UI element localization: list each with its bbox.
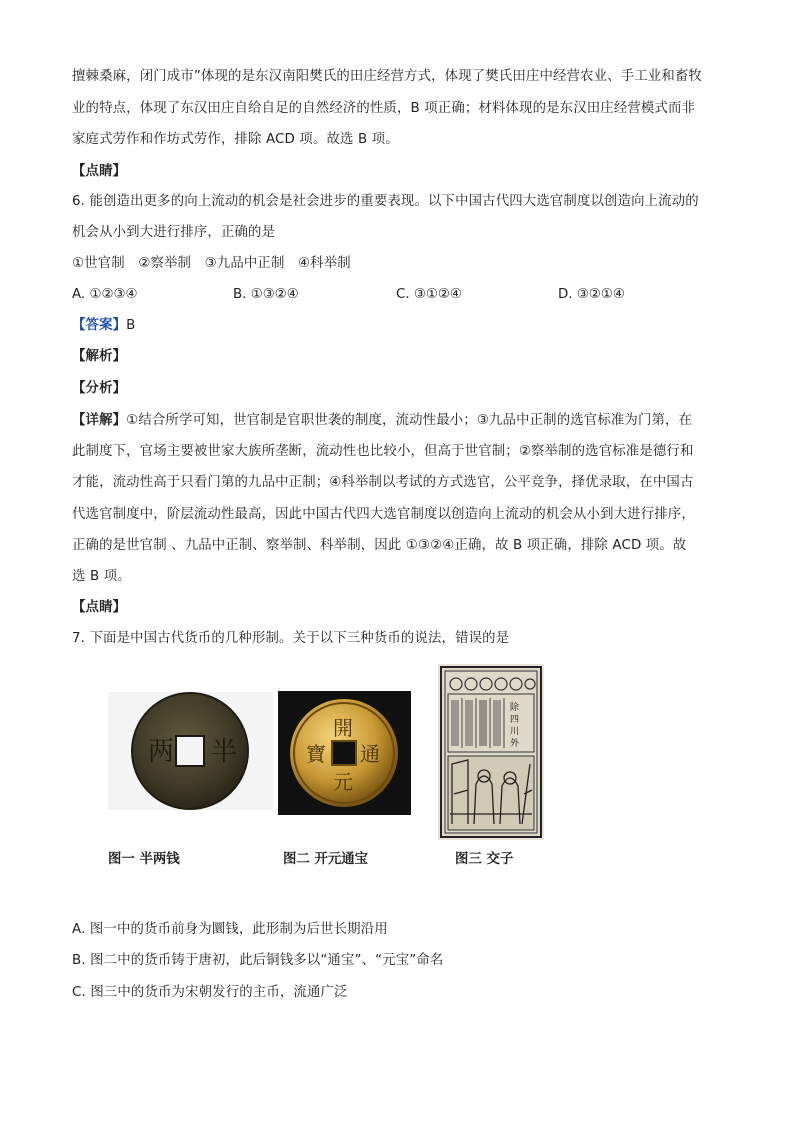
dianjing-label: 【点睛】 [72, 600, 127, 615]
answer-value: B [126, 318, 136, 333]
note-glyph: 四 [510, 715, 520, 725]
answer-label: 【答案】 [72, 318, 127, 333]
q6-stem-line: 机会从小到大进行排序，正确的是 [72, 225, 276, 240]
xiangjie-line: 才能，流动性高于只看门第的九品中正制；④科举制以考试的方式选官，公平竞争，择优录取，在中国古 [72, 475, 694, 490]
xiangjie-label: 【详解】 [72, 413, 127, 428]
q6-option-b: B. ①③②④ [233, 287, 299, 302]
coin-glyph: 通 [360, 742, 380, 766]
figure-caption: 图一 半两钱 [108, 852, 180, 867]
jiaozi-note-image [438, 664, 544, 840]
figure-caption: 图二 开元通宝 [283, 852, 369, 867]
coin-glyph: 半 [211, 737, 238, 767]
q6-option-a: A. ①②③④ [72, 287, 138, 302]
answer-row [72, 317, 136, 335]
note-glyph: 川 [510, 727, 520, 737]
xiangjie-line [72, 412, 692, 430]
paragraph-line: 擅棘桑麻，闭门成市”体现的是东汉南阳樊氏的田庄经营方式，体现了樊氏田庄中经营农业、手工业和畜牧 [72, 69, 702, 84]
xiangjie-line: 正确的是世官制 、九品中正制、察举制、科举制，因此 ①③②④正确，故 B 项正确，排除 ACD 项。故 [72, 538, 687, 553]
paragraph-line: 家庭式劳作和作坊式劳作，排除 ACD 项。故选 B 项。 [72, 132, 399, 147]
fenxi-label: 【分析】 [72, 381, 127, 396]
q6-option-d: D. ③②①④ [558, 287, 625, 302]
xiangjie-line: 选 B 项。 [72, 569, 131, 584]
coin-glyph: 两 [148, 737, 175, 767]
q6-items: ①世官制 ②察举制 ③九品中正制 ④科举制 [72, 256, 351, 271]
q7-option-c: C. 图三中的货币为宋朝发行的主币，流通广泛 [72, 985, 348, 1000]
kaiyuan-coin-image [278, 691, 411, 815]
figure-jiaozi-note [438, 664, 544, 840]
q6-option-c: C. ③①②④ [396, 287, 462, 302]
xiangjie-line: 代选官制度中，阶层流动性最高，因此中国古代四大选官制度以创造向上流动的机会从小到大进行排序， [72, 507, 695, 522]
figure-banliang-coin [108, 692, 273, 810]
paragraph-line: 业的特点，体现了东汉田庄自给自足的自然经济的性质，B 项正确；材料体现的是东汉田庄经营模式而非 [72, 101, 696, 116]
banliang-coin-image [108, 692, 273, 810]
coin-glyph: 元 [333, 770, 353, 794]
dianjing-label: 【点睛】 [72, 164, 127, 179]
figure-kaiyuan-coin [278, 691, 411, 815]
q7-stem: 7. 下面是中国古代货币的几种形制。关于以下三种货币的说法，错误的是 [72, 631, 510, 646]
q7-option-a: A. 图一中的货币前身为圜钱，此形制为后世长期沿用 [72, 922, 388, 937]
coin-glyph: 寶 [306, 742, 326, 766]
q6-stem-line: 6. 能创造出更多的向上流动的机会是社会进步的重要表现。以下中国古代四大选官制度以创造向上流动的 [72, 194, 699, 209]
xiangjie-text: ①结合所学可知，世官制是官职世袭的制度，流动性最小；③九品中正制的选官标准为门第，在 [126, 413, 693, 428]
xiangjie-line: 此制度下，官场主要被世家大族所垄断，流动性也比较小，但高于世官制；②察举制的选官标准是德行和 [72, 444, 694, 459]
note-glyph: 外 [510, 739, 520, 749]
jiexi-label: 【解析】 [72, 349, 127, 364]
note-glyph: 除 [510, 703, 520, 713]
q7-option-b: B. 图二中的货币铸于唐初，此后铜钱多以“通宝”、“元宝”命名 [72, 953, 444, 968]
coin-glyph: 開 [333, 716, 353, 740]
figure-caption: 图三 交子 [455, 852, 514, 867]
